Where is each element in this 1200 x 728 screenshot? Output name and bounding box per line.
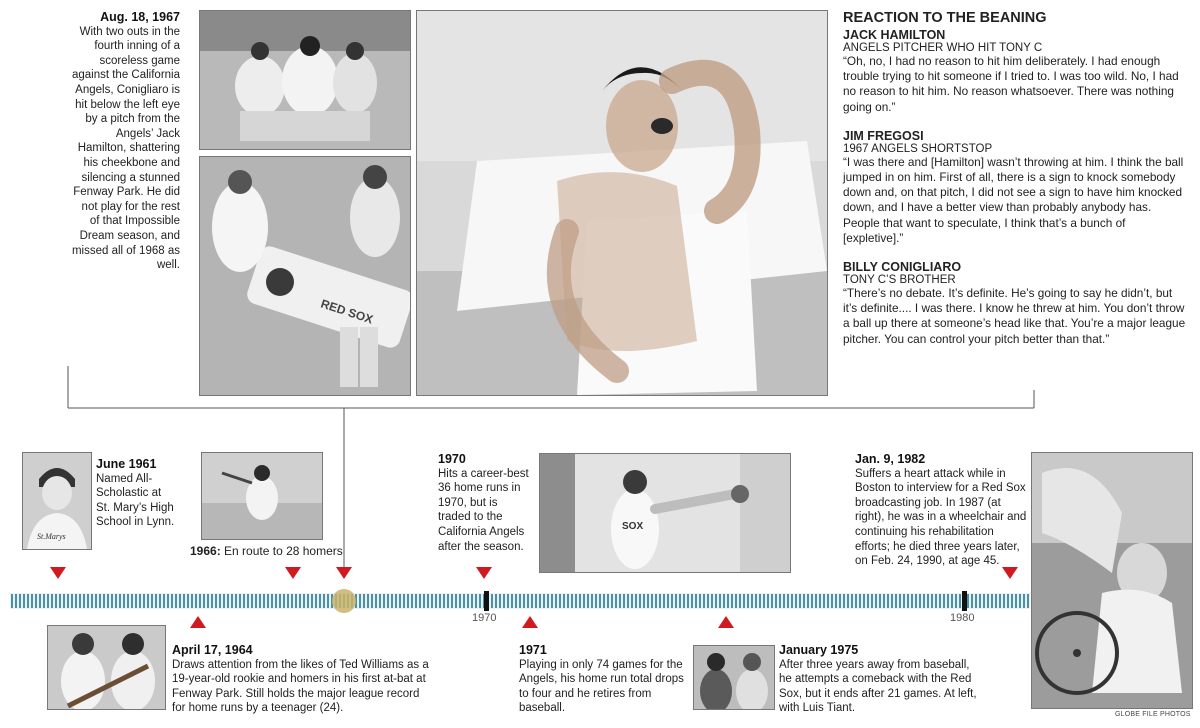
jan-1975-text-block: [779, 643, 979, 716]
marker-1982: [1002, 567, 1018, 579]
photo-caption-text: St.Marys: [37, 532, 66, 541]
y1971-text-block: [519, 643, 689, 716]
photo-credit: GLOBE FILE PHOTOS: [1115, 711, 1191, 718]
jan-1982-description: Suffers a heart attack while in Boston to interview for a Red Sox broadcasting job. In 1987 (at right), he was in a wheelchair and continuing his rehabilitation efforts; he died three years later, on Feb. 24, 1990, at age 45.: [855, 467, 1027, 568]
jersey-lettering: RED SOX: [319, 296, 375, 327]
marker-jan-1975: [718, 616, 734, 628]
axis-label-1980: 1980: [950, 612, 975, 624]
marker-apr-1964: [190, 616, 206, 628]
reaction-name: JACK HAMILTON: [843, 28, 946, 42]
reaction-quote: “There’s no debate. It’s definite. He’s going to say he didn’t, but it’s definite.... I was there. I know he threw at him. You don’t throw a ball up there at someone’s head like that. You’re a major league pitcher. You can control your pitch better than that.”: [843, 286, 1186, 346]
reaction-quote: “Oh, no, I had no reason to hit him deliberately. I had enough trouble trying to hit someone if I tried to. I was too wild. No, I had no reason to hit him. No reason whatsoever. There was nothing going on.”: [843, 54, 1179, 114]
y1970-date: 1970: [438, 452, 466, 466]
marker-aug-1967: [336, 567, 352, 579]
marker-1970: [476, 567, 492, 579]
y1970-description: Hits a career-best 36 home runs in 1970, but is traded to the California Angels after the season.: [438, 467, 529, 553]
photo-batting-1966: [201, 452, 323, 540]
reaction-role: 1967 ANGELS SHORTSTOP: [843, 142, 993, 155]
jan-1975-description: After three years away from baseball, he attempts a comeback with the Red Sox, but it ends after 21 games. At left, with Luis Tiant.: [779, 658, 977, 715]
photo-wheelchair: [1031, 452, 1193, 709]
y1970-text-block: [438, 452, 530, 554]
reaction-name: JIM FREGOSI: [843, 128, 924, 143]
jan-1982-date: Jan. 9, 1982: [855, 452, 926, 466]
reaction-role: TONY C’S BROTHER: [843, 274, 956, 287]
timeline-axis: [0, 585, 1200, 625]
axis-label-1970: 1970: [472, 612, 497, 624]
june-1961-description: Named All-Scholastic at St. Mary’s High School in Lynn.: [96, 472, 175, 529]
marker-1971: [522, 616, 538, 628]
reaction-role: ANGELS PITCHER WHO HIT TONY C: [843, 42, 1043, 54]
y1971-date: 1971: [519, 643, 547, 657]
jersey-text: SOX: [622, 521, 644, 532]
y1966-date: 1966:: [190, 544, 221, 558]
jan-1982-text-block: [855, 452, 1027, 569]
photo-luis-tiant: [693, 645, 775, 710]
june-1961-date: June 1961: [96, 457, 157, 471]
aug-1967-date: Aug. 18, 1967: [100, 10, 180, 24]
y1966-text-block: [190, 544, 370, 559]
y1966-description: En route to 28 homers: [220, 544, 343, 558]
marker-june-1961: [50, 567, 66, 579]
apr-1964-description: Draws attention from the likes of Ted Williams as a 19-year-old rookie and homers in his first at-bat at Fenway Park. Still holds the major league record for home runs by a teenager (24).: [172, 658, 429, 715]
apr-1964-date: April 17, 1964: [172, 643, 253, 657]
marker-1966: [285, 567, 301, 579]
photo-ted-williams: [47, 625, 166, 710]
highlight-1967-dot: [332, 589, 356, 613]
reaction-name: BILLY CONIGLIARO: [843, 260, 962, 275]
apr-1964-text-block: [172, 643, 432, 716]
jan-1975-date: January 1975: [779, 643, 859, 657]
y1971-description: Playing in only 74 games for the Angels, his home run total drops to four and he retires from baseball.: [519, 658, 684, 715]
photo-angels-throwing: [539, 453, 791, 573]
reaction-quote: “I was there and [Hamilton] wasn’t throwing at him. I think the ball jumped in on him. First of all, there is a sign to knock somebody down and, on that pitch, I did not see a sign to have him knocked down, and I have a better view than probably anybody has. People that want to speculate, I think that’s a bunch of [expletive].”: [843, 154, 1184, 245]
photo-high-school: [22, 452, 92, 550]
june-1961-text-block: [96, 457, 176, 530]
aug-1967-description: With two outs in the fourth inning of a scoreless game against the California Angels, Conigliaro is hit below the left eye by a pitch from the Angels’ Jack Hamilton, shattering his cheekbone and silencing a stunned Fenway Park. He did not play for the rest of that Impossible Dream season, and missed all of 1968 as well.: [71, 25, 180, 272]
reaction-title: REACTION TO THE BEANING: [843, 10, 1047, 26]
